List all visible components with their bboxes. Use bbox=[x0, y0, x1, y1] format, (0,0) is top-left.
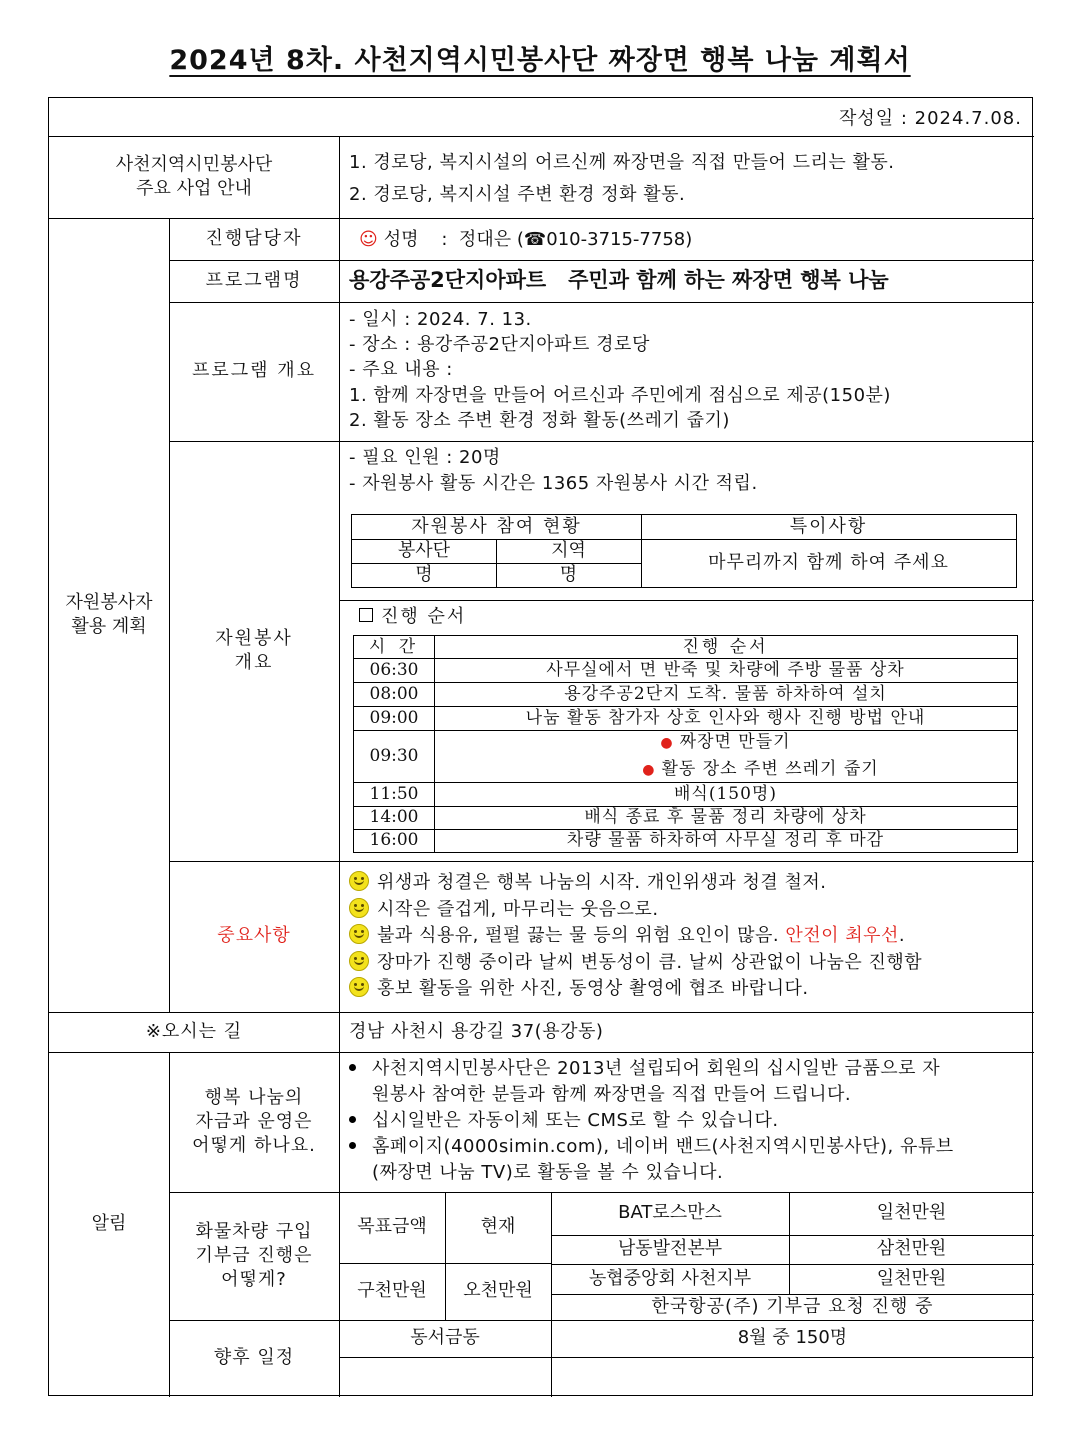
directions-address: 경남 사천시 용강길 37(용강동) bbox=[349, 1021, 604, 1042]
program-overview-line: 1. 함께 자장면을 만들어 어르신과 주민에게 점심으로 제공(150분) bbox=[349, 384, 891, 406]
red-dot-icon: ● bbox=[660, 735, 674, 752]
schedule-sub-text: 활동 장소 주변 쓰레기 줍기 bbox=[661, 759, 879, 779]
donor-amount: 삼천만원 bbox=[876, 1238, 947, 1260]
schedule-col-time: 시 간 bbox=[368, 636, 420, 657]
funding-bullet-cont: (짜장면 나눔 TV)로 활동을 볼 수 있습니다. bbox=[372, 1162, 724, 1183]
schedule-desc-multi bbox=[434, 730, 1017, 782]
participation-col-group: 봉사단 bbox=[397, 539, 451, 561]
schedule-sub-item bbox=[660, 731, 790, 754]
schedule-time: 09:30 bbox=[369, 745, 419, 766]
future-plan: 8월 중 150명 bbox=[737, 1327, 848, 1349]
schedule-table bbox=[353, 635, 1018, 853]
funding-bullet-cont: 원봉사 참여한 분들과 함께 짜장면을 직접 만들어 드립니다. bbox=[372, 1084, 852, 1105]
program-overview-lines bbox=[349, 307, 891, 433]
plan-document bbox=[48, 97, 1033, 1396]
smiley-icon bbox=[349, 898, 369, 918]
important-list bbox=[349, 870, 922, 1003]
main-business-label: 사천지역시민봉사단 주요 사업 안내 bbox=[115, 153, 273, 199]
volunteer-required-count: - 필요 인원 : 20명 bbox=[349, 447, 501, 468]
donor-name: 남동발전본부 bbox=[617, 1238, 723, 1260]
bullet-icon bbox=[349, 1142, 356, 1149]
schedule-title bbox=[359, 604, 466, 629]
schedule-sub-item bbox=[572, 758, 878, 781]
funding-bullet: 십시일반은 자동이체 또는 CMS로 할 수 있습니다. bbox=[349, 1108, 954, 1134]
current-label: 현재 bbox=[480, 1216, 516, 1238]
schedule-desc: 사무실에서 면 반죽 및 차량에 주방 물품 상차 bbox=[546, 659, 905, 680]
schedule-time: 16:00 bbox=[369, 830, 419, 851]
schedule-time: 06:30 bbox=[369, 659, 419, 680]
program-name-value: 용강주공2단지아파트 주민과 함께 하는 짜장면 행복 나눔 bbox=[349, 268, 889, 292]
bullet-icon bbox=[349, 1064, 356, 1071]
schedule-col-desc: 진행 순서 bbox=[682, 636, 769, 657]
schedule-time: 11:50 bbox=[369, 783, 419, 804]
checkbox-icon bbox=[359, 608, 373, 622]
funding-bullet: 홈페이지(4000simin.com), 네이버 밴드(사천지역시민봉사단), 유튜브 bbox=[349, 1134, 954, 1160]
smiley-icon bbox=[349, 871, 369, 891]
program-overview-line: - 일시 : 2024. 7. 13. bbox=[349, 309, 532, 330]
current-value: 오천만원 bbox=[463, 1280, 533, 1302]
funding-bullets bbox=[349, 1056, 954, 1186]
main-business-item-2: 2. 경로당, 복지시설 주변 환경 정화 활동. bbox=[349, 184, 686, 205]
manager-name-phone: 성명 : 정대은 (☎010-3715-7758) bbox=[383, 229, 693, 250]
funding-bullet: 사천지역시민봉사단은 2013년 설립되어 회원의 십시일반 금품으로 자 bbox=[349, 1056, 954, 1082]
important-item: 불과 식용유, 펄펄 끓는 물 등의 위험 요인이 많음. 안전이 최우선. bbox=[349, 923, 922, 950]
goal-amount-value: 구천만원 bbox=[357, 1280, 427, 1302]
smile-icon: ☺ bbox=[359, 229, 378, 250]
bullet-icon bbox=[349, 1116, 356, 1123]
program-overview-line: 2. 활동 장소 주변 환경 정화 활동(쓰레기 줍기) bbox=[349, 409, 730, 431]
smiley-icon bbox=[349, 924, 369, 944]
truck-label: 화물차량 구입 기부금 진행은 어떻게? bbox=[195, 1220, 313, 1291]
date-line: 작성일 : 2024.7.08. bbox=[838, 108, 1022, 129]
donor-amount: 일천만원 bbox=[876, 1267, 947, 1289]
manager-label: 진행담당자 bbox=[205, 227, 303, 249]
donor-pending: 한국항공(주) 기부금 요청 진행 중 bbox=[651, 1295, 934, 1317]
future-place: 동서금동 bbox=[410, 1327, 480, 1349]
program-overview-line: - 장소 : 용강주공2단지아파트 경로당 bbox=[349, 334, 650, 356]
important-item: 위생과 청결은 행복 나눔의 시작. 개인위생과 청결 철저. bbox=[349, 870, 922, 897]
smiley-icon bbox=[349, 951, 369, 971]
notes-header: 특이사항 bbox=[789, 515, 868, 537]
schedule-desc: 나눔 활동 참가자 상호 인사와 행사 진행 방법 안내 bbox=[525, 707, 926, 728]
red-dot-icon: ● bbox=[642, 762, 656, 778]
directions-label: ※오시는 길 bbox=[145, 1020, 243, 1042]
main-business-item-1: 1. 경로당, 복지시설의 어르신께 짜장면을 직접 만들어 드리는 활동. bbox=[349, 152, 895, 173]
notice-label: 알림 bbox=[91, 1213, 127, 1235]
schedule-time: 08:00 bbox=[369, 683, 419, 704]
important-item: 홍보 활동을 위한 사진, 동영상 촬영에 협조 바랍니다. bbox=[349, 976, 922, 1003]
schedule-desc: 차량 물품 하차하여 사무실 정리 후 마감 bbox=[566, 830, 885, 851]
goal-amount-label: 목표금액 bbox=[357, 1216, 427, 1238]
donor-name: BAT로스만스 bbox=[618, 1202, 722, 1224]
participation-table bbox=[351, 514, 1017, 588]
participation-val-group: 명 bbox=[415, 563, 433, 585]
donor-amount: 일천만원 bbox=[876, 1202, 947, 1224]
schedule-time: 09:00 bbox=[369, 707, 419, 728]
volunteer-hours-note: - 자원봉사 활동 시간은 1365 자원봉사 시간 적립. bbox=[349, 473, 758, 494]
program-overview-label: 프로그램 개요 bbox=[191, 360, 317, 382]
participation-col-region: 지역 bbox=[551, 539, 586, 561]
schedule-desc: 배식 종료 후 물품 정리 차량에 상차 bbox=[584, 807, 867, 828]
manager-value bbox=[359, 227, 692, 252]
safety-first-text: 안전이 최우선 bbox=[785, 925, 899, 946]
smiley-icon bbox=[349, 977, 369, 997]
important-item: 시작은 즐겁게, 마무리는 웃음으로. bbox=[349, 897, 922, 924]
donor-name: 농협중앙회 사천지부 bbox=[588, 1267, 752, 1289]
schedule-desc: 배식(150명) bbox=[674, 783, 777, 804]
important-label: 중요사항 bbox=[217, 925, 291, 947]
participation-header: 자원봉사 참여 현황 bbox=[411, 515, 582, 537]
notes-value: 마무리까지 함께 하여 주세요 bbox=[708, 551, 949, 573]
future-label: 향후 일정 bbox=[213, 1347, 295, 1369]
schedule-sub-text: 짜장면 만들기 bbox=[679, 732, 791, 753]
volunteer-overview-label: 자원봉사 개요 bbox=[215, 627, 293, 673]
important-item: 장마가 진행 중이라 날씨 변동성이 큼. 날씨 상관없이 나눔은 진행함 bbox=[349, 950, 922, 977]
schedule-time: 14:00 bbox=[369, 807, 419, 828]
participation-val-region: 명 bbox=[559, 563, 578, 585]
document-title: 2024년 8차. 사천지역시민봉사단 짜장면 행복 나눔 계획서 bbox=[169, 45, 911, 76]
schedule-desc: 용강주공2단지 도착. 물품 하차하여 설치 bbox=[564, 683, 887, 704]
volunteer-plan-label: 자원봉사자 활용 계획 bbox=[65, 591, 153, 637]
funding-label: 행복 나눔의 자금과 운영은 어떻게 하나요. bbox=[192, 1086, 316, 1157]
program-overview-line: - 주요 내용 : bbox=[349, 359, 453, 381]
program-name-label: 프로그램명 bbox=[205, 269, 303, 291]
schedule-title-text: 진행 순서 bbox=[381, 606, 467, 627]
